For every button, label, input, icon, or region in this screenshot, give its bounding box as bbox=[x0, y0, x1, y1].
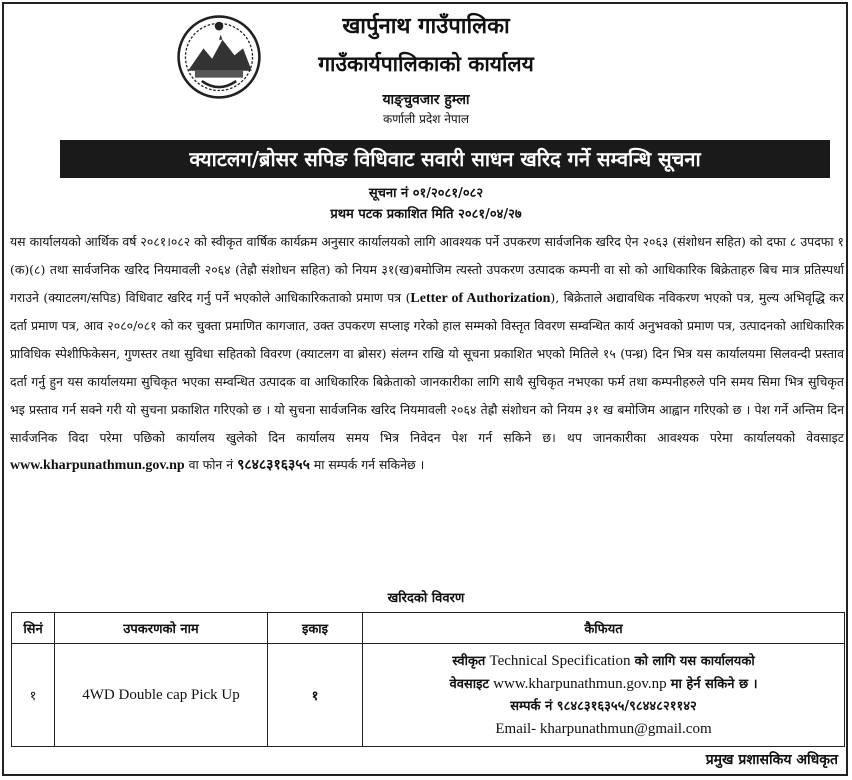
body-part-3: वा फोन नं bbox=[184, 457, 238, 473]
remark-approved: स्वीकृत bbox=[452, 653, 486, 669]
municipality-name: खार्पुनाथ गाउँपालिका bbox=[342, 14, 510, 39]
remark-line-4 bbox=[364, 718, 843, 741]
cell-remarks bbox=[363, 644, 845, 747]
remark-mid: को लागि यस कार्यालयको bbox=[634, 653, 755, 669]
office-name: गाउँकार्यपालिकाको कार्यालय bbox=[318, 52, 534, 76]
remark-line-1 bbox=[364, 650, 843, 673]
body-part-2: ), बिक्रेताले अद्यावधिक नविकरण भएको पत्र, मुल्य अभिवृद्धि कर दर्ता प्रमाण पत्र, आव २०८०/०८१ को कर चुक्ता प्रमाणित कागजात, उक्त उपकरण सप्लाइ गरेको हाल सम्मको विस्तृत विवरण सम्वन्धित कार्य अनुभवको प्रमाण पत्र, उत्पादनको आधिकारिक प्राविधिक स्पेशीफिकेसन, गुणस्तर तथा सुविधा सहितको विवरण (क्याटलग वा ब्रोसर) संलग्न राखि यो सूचना प्रकाशित भएको मितिले १५ (पन्ध्र) दिन भित्र यस कार्यालयमा सिलवन्दी प्रस्ताव दर्ता गर्नु हुन यस कार्यालयमा सुचिकृत भएका सम्वन्धित उत्पादक वा आधिकारिक बिक्रेताको जानकारीका लागि साथै सुचिकृत नभएका फर्म तथा कम्पनीहरुले पनि समय सिमा भित्र सुचिकृत भइ प्रस्ताव गर्न सक्ने गरी यो सुचना प्रकाशित गरिएको छ । यो सुचना सार्वजनिक खरिद नियमावली २०६४ तेह्रौ संशोधन को नियम ३१ ख बमोजिम आह्वान गरिएको छ । पेश गर्ने अन्तिम दिन सार्वजनिक विदा परेमा पछिको कार्यालय खुलेको दिन कार्यालय समय भित्र निवेदन पेश गर्न सकिने छ। थप जानकारीका आवश्यक परेमा कार्यालयको वेवसाइट bbox=[10, 289, 844, 445]
body-part-1: यस कार्यालयको आर्थिक वर्ष २०८१।०८२ को स्वीकृत वार्षिक कार्यक्रम अनुसार कार्यालयको लागि आवश्यक पर्ने उपकरण सार्वजनिक खरिद ऐन २०६३ (संशोधन सहित) को दफा ८ उपदफा १ (क)(८) तथा सार्वजनिक खरिद नियमावली २०६४ (तेह्रौ संशोधन सहित) को नियम ३१(ख)बमोजिम त्यस्तो उपकरण उत्पादक कम्पनी वा सो को आधिकारिक बिक्रेताहरु बिच मात्र प्रतिस्पर्धा गराउने (क्याटलग/सपिड) विधिवाट खरिद गर्नु पर्ने भएकोले आधिकारिकताको प्रमाण पत्र ( bbox=[10, 234, 844, 305]
procurement-table bbox=[11, 612, 845, 747]
col-header-number: सिनं bbox=[12, 613, 55, 644]
table-caption: खरिदको विवरण bbox=[387, 591, 465, 606]
office-province: कर्णाली प्रदेश नेपाल bbox=[383, 112, 469, 126]
authorization-letter: Letter of Authorization bbox=[410, 290, 551, 306]
notice-number: सूचना नं ०१/२०८१/०८२ bbox=[368, 186, 484, 201]
published-date: प्रथम पटक प्रकाशित मिति २०८१/०४/२७ bbox=[330, 207, 522, 222]
remark-email[interactable]: Email- kharpunathmun@gmail.com bbox=[495, 720, 712, 737]
col-header-item-name: उपकरणको नाम bbox=[55, 613, 268, 644]
remark-website-label: वेवसाइट bbox=[449, 676, 490, 692]
notice-body bbox=[10, 228, 844, 480]
col-header-unit: इकाइ bbox=[268, 613, 363, 644]
col-header-remarks: कैफियत bbox=[363, 613, 845, 644]
cell-item-name: 4WD Double cap Pick Up bbox=[55, 644, 268, 747]
body-part-4: मा सम्पर्क गर्न सकिनेछ । bbox=[309, 457, 425, 473]
remark-line-2 bbox=[364, 673, 843, 696]
cell-number: १ bbox=[12, 644, 55, 747]
office-location: याङ्चुवजार हुम्ला bbox=[382, 92, 470, 108]
table-header-row bbox=[12, 613, 845, 644]
remark-contact: सम्पर्क नं ९८४८३१६३५५/९८४४८२११४२ bbox=[510, 698, 697, 714]
table-row bbox=[12, 644, 845, 747]
remark-line-3 bbox=[364, 696, 843, 718]
cell-unit: १ bbox=[268, 644, 363, 747]
phone-number: ९८४८३१६३५५ bbox=[237, 458, 310, 474]
notice-title: क्याटलग/ब्रोसर सपिङ विधिवाट सवारी साधन खरिद गर्ने सम्वन्धि सूचना bbox=[60, 140, 830, 178]
remark-spec: Technical Specification bbox=[489, 652, 631, 669]
website-link[interactable]: www.kharpunathmun.gov.np bbox=[10, 458, 185, 474]
remark-website-link[interactable]: www.kharpunathmun.gov.np bbox=[493, 675, 667, 692]
remark-website-end: मा हेर्न सकिने छ । bbox=[670, 676, 758, 692]
signatory-title: प्रमुख प्रशासकिय अधिकृत bbox=[705, 752, 838, 768]
